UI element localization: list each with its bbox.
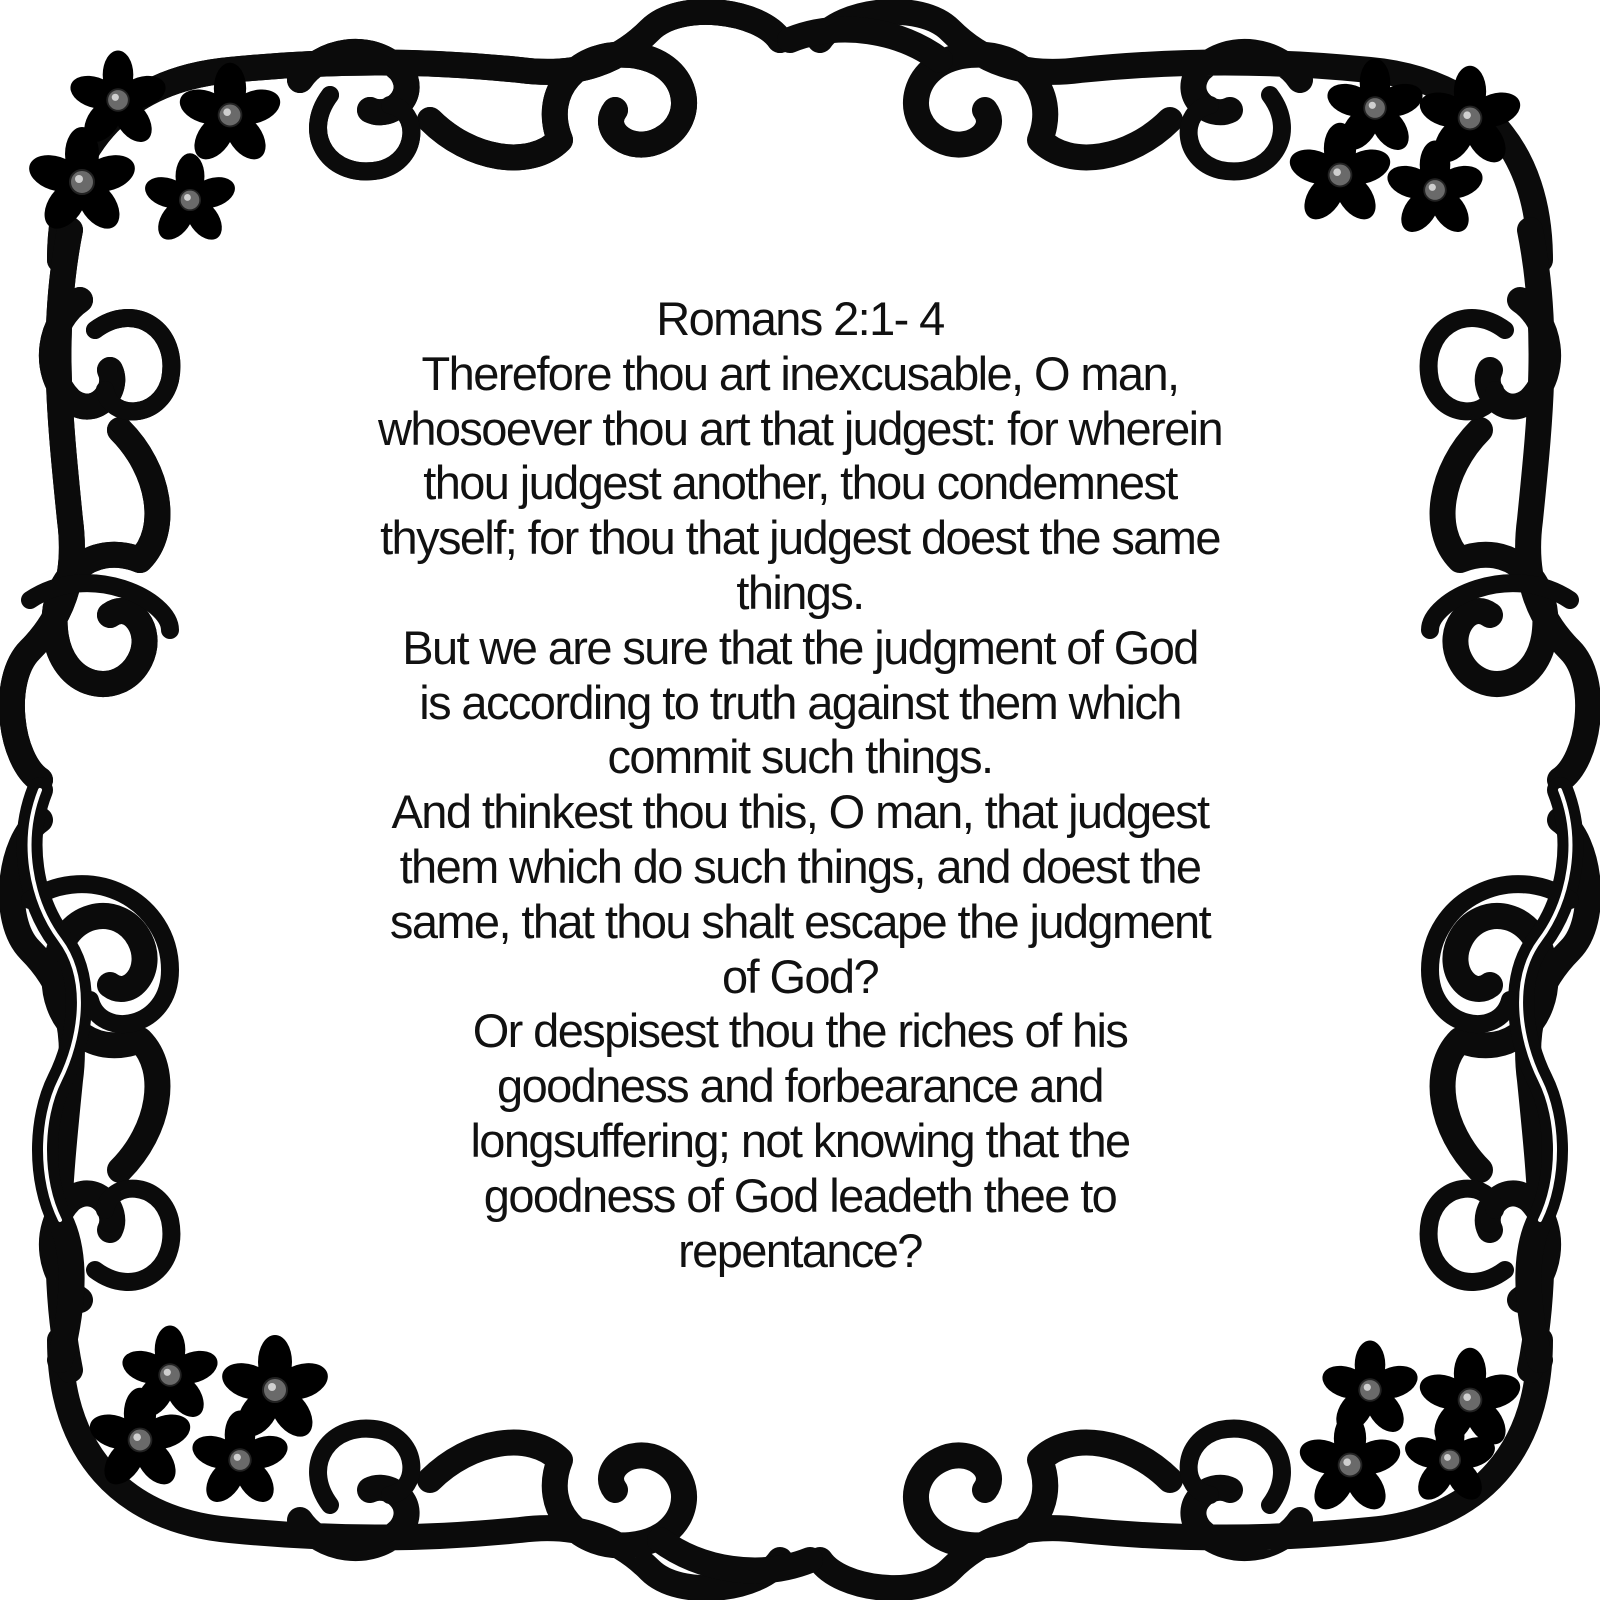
verse-line: commit such things.: [607, 730, 993, 784]
verse-line: goodness and forbearance and: [497, 1059, 1103, 1113]
verse-line: Therefore thou art inexcusable, O man,: [421, 346, 1179, 400]
verse-line: them which do such things, and doest the: [399, 839, 1201, 893]
verse-line: is according to truth against them which: [419, 675, 1181, 729]
verse-line: same, that thou shalt escape the judgment: [389, 894, 1211, 948]
verse-text-block: [330, 292, 1270, 1278]
verse-line: whosoever thou art that judgest: for wherein: [377, 401, 1222, 455]
flower-cluster-top-right: [1285, 58, 1524, 239]
verse-line: thou judgest another, thou condemnest: [423, 456, 1177, 510]
verse-line: And thinkest thou this, O man, that judgest: [391, 785, 1209, 839]
verse-line: repentance?: [678, 1223, 922, 1277]
verse-line: longsuffering; not knowing that the: [470, 1113, 1130, 1167]
verse-line: goodness of God leadeth thee to: [483, 1168, 1117, 1222]
flower-cluster-bottom-left: [85, 1326, 332, 1510]
verse-line: of God?: [721, 949, 879, 1003]
verse-line: Or despisest thou the riches of his: [472, 1004, 1128, 1058]
verse-title: Romans 2:1- 4: [656, 292, 944, 345]
verse-line: thyself; for thou that judgest doest the same: [380, 511, 1220, 565]
verse-line: things.: [736, 565, 864, 619]
verse-line: But we are sure that the judgment of God: [402, 620, 1198, 674]
